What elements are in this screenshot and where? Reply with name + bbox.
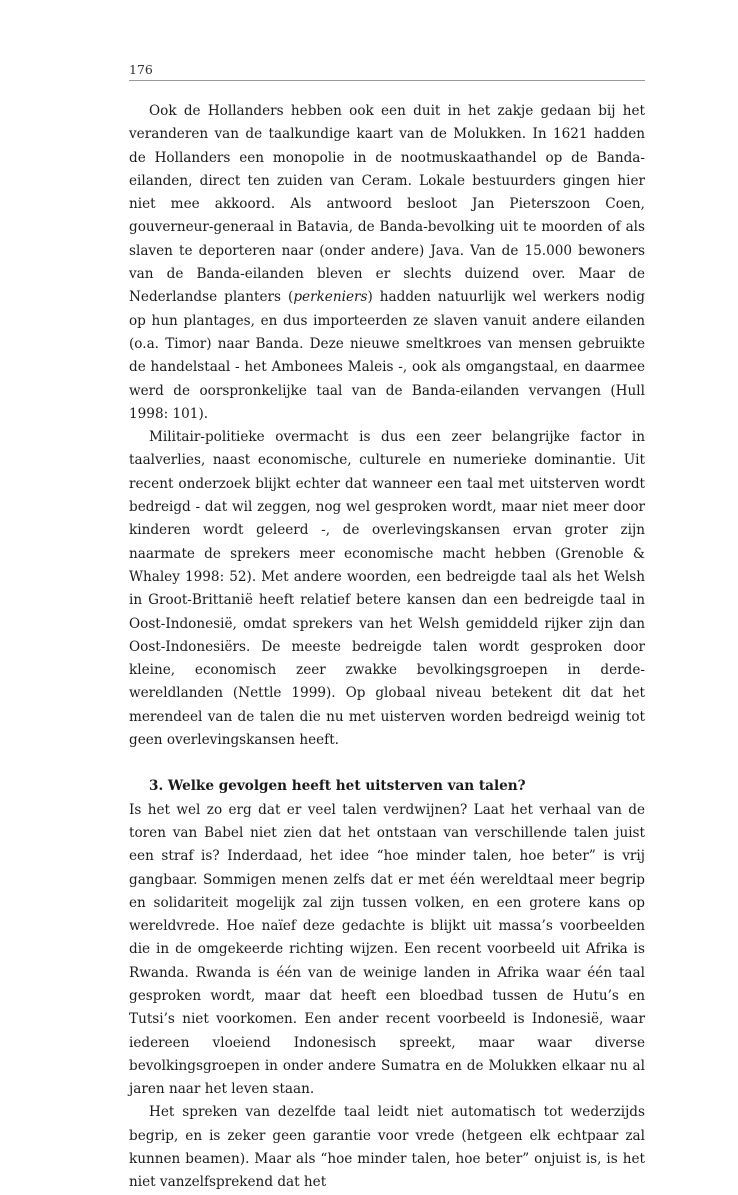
paragraph-text: Ook de Hollanders hebben ook een duit in het zakje gedaan bij het veranderen van de taalkundige kaart van de Molukken. In 1621 hadden de Hollanders een monopolie in de nootmuskaathandel op de Banda-eilanden, direct ten zuiden van Ceram. Lokale bestuurders gingen hier niet mee akkoord. Als antwoord besloot Jan Pieterszoon Coen, gouverneur-generaal in Batavia, de Banda-bevolking uit te moorden of als slaven te deporteren naar (onder andere) Java. Van de 15.000 bewoners van de Banda-eilanden bleven er slechts duizend over. Maar de Nederlandse planters ( [129, 103, 645, 306]
paragraph-babel: Is het wel zo erg dat er veel talen verdwijnen? Laat het verhaal van de toren van Babel niet zien dat het ontstaan van verschillende talen juist een straf is? Inderdaad, het idee “hoe minder talen, hoe beter” is vrij gangbaar. Sommigen menen zelfs dat er met één wereldtaal meer begrip en solidariteit mogelijk zal zijn tussen volken, en een grotere kans op wereldvrede. Hoe naïef deze gedachte is blijkt uit massa’s voorbeelden die in de omgekeerde richting wijzen. Een recent voorbeeld uit Afrika is Rwanda. Rwanda is één van de weinige landen in Afrika waar één taal gesproken wordt, maar dat heeft een bloedbad tussen de Hutu’s en Tutsi’s niet voorkomen. Een ander recent voorbeeld is Indonesië, waar iedereen vloeiend Indonesisch spreekt, maar waar diverse bevolkingsgroepen in onder andere Sumatra en de Molukken elkaar nu al jaren naar het leven staan. [129, 801, 645, 1098]
header-rule [129, 80, 645, 81]
paragraph-dezelfde-taal: Het spreken van dezelfde taal leidt niet automatisch tot wederzijds begrip, en is zeker geen garantie voor vrede (hetgeen elk echtpaar zal kunnen beamen). Maar als “hoe minder talen, hoe beter” onjuist is, is het niet vanzelfsprekend dat het [129, 1104, 645, 1191]
italic-term: perkeniers [293, 289, 368, 306]
paragraph-militair: Militair-politieke overmacht is dus een zeer belangrijke factor in taalverlies, naast economische, culturele en numerieke dominantie. Uit recent onderzoek blijkt echter dat wanneer een taal met uitsterven wordt bedreigd - dat wil zeggen, nog wel gesproken wordt, maar niet meer door kinderen wordt geleerd -, de overlevingskansen ervan groter zijn naarmate de sprekers meer economische macht hebben (Grenoble & Whaley 1998: 52). Met andere woorden, een bedreigde taal als het Welsh in Groot-Brittanië heeft relatief betere kansen dan een bedreigde taal in Oost-Indonesië, omdat sprekers van het Welsh gemiddeld rijker zijn dan Oost-Indonesiërs. De meeste bedreigde talen wordt gesproken door kleine, economisch zeer zwakke bevolkingsgroepen in derde-wereldlanden (Nettle 1999). Op globaal niveau betekent dit dat het merendeel van de talen die nu met uisterven worden bedreigd weinig tot geen overlevingskansen heeft. [129, 429, 645, 749]
body-text [129, 100, 645, 1195]
page-number: 176 [129, 62, 153, 77]
section-heading: 3. Welke gevolgen heeft het uitsterven van talen? [149, 778, 526, 795]
paragraph-text: ) hadden natuurlijk wel werkers nodig op hun plantages, en dus importeerden ze slaven vanuit andere eilanden (o.a. Timor) naar Banda. Deze nieuwe smeltkroes van mensen gebruikte de handelstaal - het Ambonees Maleis -, ook als omgangstaal, en daarmee werd de oorspronkelijke taal van de Banda-eilanden vervangen (Hull 1998: 101). [129, 289, 646, 422]
paragraph-hollanders [129, 100, 645, 426]
